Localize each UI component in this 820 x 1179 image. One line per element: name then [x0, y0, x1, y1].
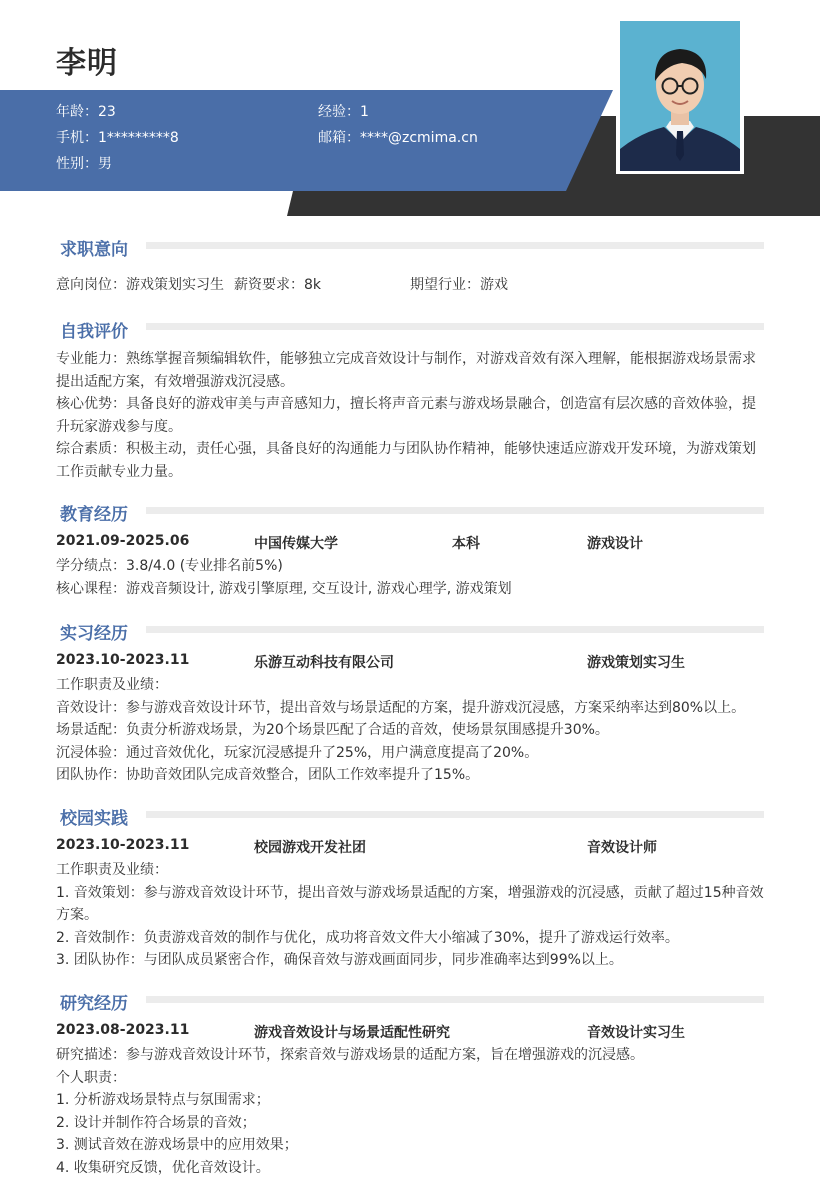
internship-line: 团队协作：协助音效团队完成音效整合，团队工作效率提升了15%。	[56, 764, 764, 787]
email-label: 邮箱：	[318, 130, 360, 146]
research-period: 2023.08-2023.11	[56, 1022, 189, 1038]
gender-label: 性别：	[56, 156, 98, 172]
research-line: 个人职责：	[56, 1067, 764, 1090]
intent-industry	[410, 274, 508, 294]
internship-role: 游戏策划实习生	[587, 652, 685, 672]
research-role: 音效设计实习生	[587, 1022, 685, 1042]
self-eval-line: 综合素质：积极主动，责任心强，具备良好的沟通能力与团队协作精神，能够快速适应游戏开发环境，为游戏策划工作贡献专业力量。	[56, 438, 764, 483]
campus-role: 音效设计师	[587, 837, 657, 857]
section-rule	[146, 323, 764, 330]
salary-value: 8k	[304, 277, 321, 293]
research-details	[56, 1044, 764, 1179]
position-value: 游戏策划实习生	[126, 277, 224, 293]
research-line: 3. 测试音效在游戏场景中的应用效果；	[56, 1134, 764, 1157]
research-line: 1. 分析游戏场景特点与氛围需求；	[56, 1089, 764, 1112]
section-rule	[146, 242, 764, 249]
profile-photo	[620, 21, 740, 171]
campus-details	[56, 859, 764, 972]
section-title-campus: 校园实践	[60, 804, 128, 829]
phone-field	[56, 127, 179, 147]
section-title-self-evaluation: 自我评价	[60, 317, 128, 342]
internship-company: 乐游互动科技有限公司	[254, 652, 394, 672]
section-title-research: 研究经历	[60, 989, 128, 1014]
internship-details	[56, 674, 764, 787]
research-line: 2. 设计并制作符合场景的音效；	[56, 1112, 764, 1135]
internship-line: 工作职责及业绩：	[56, 674, 764, 697]
age-value: 23	[98, 104, 116, 120]
section-rule	[146, 996, 764, 1003]
intent-salary	[234, 274, 321, 294]
education-line: 核心课程：游戏音频设计, 游戏引擎原理, 交互设计, 游戏心理学, 游戏策划	[56, 578, 764, 601]
research-line: 研究描述：参与游戏音效设计环节，探索音效与游戏场景的适配方案，旨在增强游戏的沉浸感。	[56, 1044, 764, 1067]
industry-label: 期望行业：	[410, 277, 480, 293]
campus-line: 工作职责及业绩：	[56, 859, 764, 882]
internship-line: 音效设计：参与游戏音效设计环节，提出音效与场景适配的方案，提升游戏沉浸感，方案采纳率达到80%以上。	[56, 697, 764, 720]
age-label: 年龄：	[56, 104, 98, 120]
experience-label: 经验：	[318, 104, 360, 120]
campus-line: 1. 音效策划：参与游戏音效设计环节，提出音效与游戏场景适配的方案，增强游戏的沉浸感，贡献了超过15种音效方案。	[56, 882, 764, 927]
campus-line: 2. 音效制作：负责游戏音效的制作与优化，成功将音效文件大小缩减了30%，提升了游戏运行效率。	[56, 927, 764, 950]
section-rule	[146, 626, 764, 633]
experience-field	[318, 101, 369, 121]
age-field	[56, 101, 116, 121]
education-line: 学分绩点：3.8/4.0 (专业排名前5%)	[56, 555, 764, 578]
campus-organization: 校园游戏开发社团	[254, 837, 366, 857]
salary-label: 薪资要求：	[234, 277, 304, 293]
internship-line: 场景适配：负责分析游戏场景，为20个场景匹配了合适的音效，使场景氛围感提升30%。	[56, 719, 764, 742]
research-line: 4. 收集研究反馈，优化音效设计。	[56, 1157, 764, 1179]
section-title-internship: 实习经历	[60, 619, 128, 644]
experience-value: 1	[360, 104, 369, 120]
campus-line: 3. 团队协作：与团队成员紧密合作，确保音效与游戏画面同步，同步准确率达到99%以上。	[56, 949, 764, 972]
section-rule	[146, 507, 764, 514]
campus-period: 2023.10-2023.11	[56, 837, 189, 853]
self-eval-line: 核心优势：具备良好的游戏审美与声音感知力，擅长将声音元素与游戏场景融合，创造富有层次感的音效体验，提升玩家游戏参与度。	[56, 393, 764, 438]
section-title-education: 教育经历	[60, 500, 128, 525]
education-period: 2021.09-2025.06	[56, 533, 189, 549]
self-eval-line: 专业能力：熟练掌握音频编辑软件，能够独立完成音效设计与制作，对游戏音效有深入理解，能根据游戏场景需求提出适配方案，有效增强游戏沉浸感。	[56, 348, 764, 393]
education-school: 中国传媒大学	[254, 533, 338, 553]
industry-value: 游戏	[480, 277, 508, 293]
phone-value: 1*********8	[98, 130, 179, 146]
education-details	[56, 555, 764, 600]
candidate-name: 李明	[56, 38, 118, 82]
person-avatar-icon	[620, 21, 740, 171]
research-project: 游戏音效设计与场景适配性研究	[254, 1022, 450, 1042]
profile-photo-frame	[616, 18, 744, 174]
education-major: 游戏设计	[587, 533, 643, 553]
education-degree: 本科	[452, 533, 480, 553]
gender-value: 男	[98, 156, 112, 172]
self-evaluation-text	[56, 348, 764, 483]
section-title-intent: 求职意向	[60, 235, 128, 260]
internship-line: 沉浸体验：通过音效优化，玩家沉浸感提升了25%，用户满意度提高了20%。	[56, 742, 764, 765]
phone-label: 手机：	[56, 130, 98, 146]
internship-period: 2023.10-2023.11	[56, 652, 189, 668]
email-value: ****@zcmima.cn	[360, 130, 478, 146]
section-rule	[146, 811, 764, 818]
intent-position	[56, 274, 224, 294]
position-label: 意向岗位：	[56, 277, 126, 293]
gender-field	[56, 153, 112, 173]
email-field	[318, 127, 478, 147]
